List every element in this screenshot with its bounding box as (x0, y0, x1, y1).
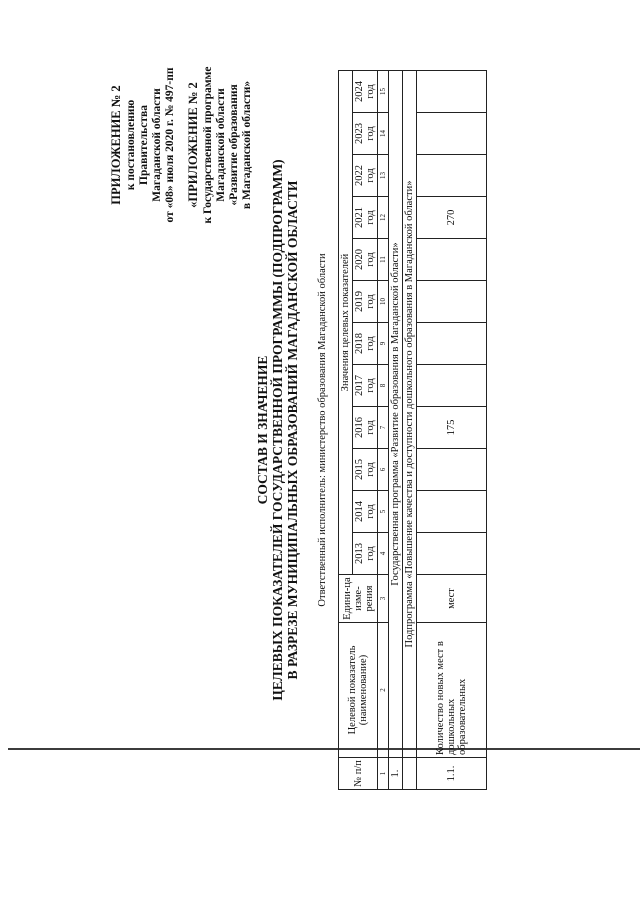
appendix2-title: «ПРИЛОЖЕНИЕ № 2 (186, 82, 200, 208)
header-year: 2023 год (353, 113, 378, 155)
value-cell: 270 (417, 197, 487, 239)
appendix-line: от «08» июля 2020 г. № 497-пп (164, 67, 176, 223)
index-cell: 12 (378, 197, 389, 239)
value-cell: 175 (417, 407, 487, 449)
header-year: 2014 год (353, 491, 378, 533)
index-cell: 14 (378, 113, 389, 155)
appendix2-line: Магаданской области (215, 88, 227, 202)
appendix-title: ПРИЛОЖЕНИЕ № 2 (109, 85, 123, 205)
index-cell: 10 (378, 281, 389, 323)
value-cell (417, 239, 487, 281)
index-cell: 3 (378, 575, 389, 623)
section-number: 1. (389, 758, 403, 790)
index-cell: 7 (378, 407, 389, 449)
title-line-1: СОСТАВ И ЗНАЧЕНИЕ (255, 355, 270, 505)
value-cell (417, 491, 487, 533)
header-unit: Едини-ца изме-рения (339, 575, 378, 623)
indicators-table (338, 70, 487, 790)
value-cell (417, 113, 487, 155)
document-title (255, 70, 300, 790)
row-unit: мест (417, 575, 487, 623)
index-cell: 4 (378, 533, 389, 575)
header-number: № п/п (339, 758, 378, 790)
value-cell (417, 365, 487, 407)
appendix2-line: в Магаданской области» (241, 80, 253, 210)
index-cell: 5 (378, 491, 389, 533)
header-year: 2021 год (353, 197, 378, 239)
index-cell: 2 (378, 623, 389, 758)
title-line-2: ЦЕЛЕВЫХ ПОКАЗАТЕЛЕЙ ГОСУДАРСТВЕННОЙ ПРОГРАММЫ (ПОДПРОГРАММ) (270, 159, 285, 701)
header-year: 2024 год (353, 71, 378, 113)
header-year: 2018 год (353, 323, 378, 365)
title-line-3: В РАЗРЕЗЕ МУНИЦИПАЛЬНЫХ ОБРАЗОВАНИЙ МАГАДАНСКОЙ ОБЛАСТИ (285, 180, 300, 680)
value-cell (417, 155, 487, 197)
header-year: 2019 год (353, 281, 378, 323)
header-values: Значения целевых показателей (339, 71, 353, 575)
index-cell: 15 (378, 71, 389, 113)
index-cell: 9 (378, 323, 389, 365)
value-cell (417, 281, 487, 323)
index-cell: 8 (378, 365, 389, 407)
value-cell (417, 71, 487, 113)
appendix-line: Магаданской области (151, 88, 163, 202)
subprogram-number (403, 758, 417, 790)
appendix-block (110, 60, 254, 230)
header-indicator: Целевой показатель (наименование) (339, 623, 378, 758)
header-year: 2015 год (353, 449, 378, 491)
value-cell (417, 323, 487, 365)
header-year: 2016 год (353, 407, 378, 449)
value-cell (417, 449, 487, 491)
header-year: 2020 год (353, 239, 378, 281)
header-year: 2022 год (353, 155, 378, 197)
subprogram-title: Подпрограмма «Повышение качества и доступности дошкольного образования в Магаданской области» (403, 71, 417, 758)
row-indicator: Количество новых мест в дошкольных образовательных (417, 623, 487, 758)
index-cell: 6 (378, 449, 389, 491)
header-year: 2017 год (353, 365, 378, 407)
row-number: 1.1. (417, 758, 487, 790)
rotated-document-page (109, 66, 530, 790)
index-cell: 13 (378, 155, 389, 197)
section-title: Государственная программа «Развитие образования в Магаданской области» (389, 71, 403, 758)
index-cell: 11 (378, 239, 389, 281)
appendix2-block (187, 60, 254, 230)
appendix2-line: «Развитие образования (228, 84, 240, 206)
responsible-executor: Ответственный исполнитель: министерство образования Магаданской области (317, 253, 328, 607)
index-cell: 1 (378, 758, 389, 790)
value-cell (417, 533, 487, 575)
header-year: 2013 год (353, 533, 378, 575)
appendix2-line: к Государственной программе (202, 66, 214, 224)
appendix-line: к постановлению Правительства (125, 99, 150, 191)
